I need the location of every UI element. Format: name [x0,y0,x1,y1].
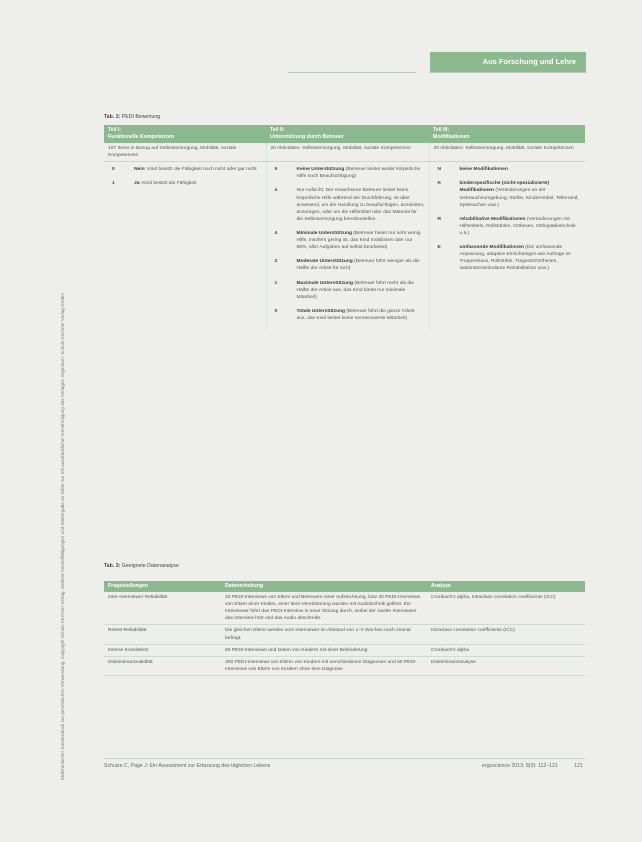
table2-cell: Inter-Interviewer Reliabilität [104,592,221,625]
scale-item: 4 Minimale Unterstützung (Betreuer bietet nur sehr wenig Hilfe, insofern gering ist, das Kind mobilisiert oder nur 68%, aller Aufgaben auf selbst bearbeitet) [274,231,421,251]
footer-citation: Schulze C, Page J: Ein Assessment zur Erfassung des täglichen Lebens [104,763,271,769]
table1-header-3: Teil III: Modifikationen [429,125,585,143]
scale-item: 0 Nein: Kind besitzt die Fähigkeit noch nicht oder gar nicht [112,167,257,173]
scale-item: 1 Ja: Kind besitzt die Fähigkeit [112,181,197,187]
table1-intro-1: 197 Items in Bezug auf Selbstversorgung, Mobilität, soziale Kompetenzen [104,143,266,162]
table2-cell: Cronbach's alpha, Intraclass correlation coefficients (ICC) [427,592,585,625]
table2-cell: Diskriminanzvalidität [104,656,221,675]
table1-col2 [266,162,429,331]
table2-cell: Cronbach's alpha [427,644,585,656]
header-rule [288,72,416,73]
table2-header-1: Fragestellungen [104,581,221,592]
scale-item: K kinderspezifische (nicht-spezialisierte) Modifikationen (Veränderungen an der Gebrauchsumgebung; Stühle, Kindermöbel, Tellerrand, Spielsachen usw.) [437,181,579,208]
table2-cell: Retest-Reliabilität [104,625,221,644]
section-header: Aus Forschung und Lehre [430,52,586,72]
scale-item: E umfassende Modifikationen (Die umfassende Anpassung, adaptive Einrichtungen wie Aufzüge im Treppenhaus, Rollstühle, Tragesitz/Orthesen, stationäre/ambulante Rehabilitation usw.) [437,245,571,272]
table1-col1 [104,162,266,331]
scale-item: 1 Maximale Unterstützung (Betreuer führt mehr als die Hälfte der Arbeit aus, das Kind bietet nur minimale Mitarbeit) [274,280,414,300]
table2-caption [104,563,179,569]
table1-caption-text: PEDI Bewertung [121,114,161,120]
table2-cell: Die gleichen Eltern werden vom Interviewer im Abstand von 1–2 Wochen noch einmal befragt. [221,625,427,644]
scale-item: R rehabilitative Modifikationen (Veränderungen mit Hilfsmitteln, Rollstühlen, Orthesen, Orthopädietechnik u.ä.) [437,216,576,237]
pedi-scoring-table [104,125,585,331]
table2-cell: 300 PEDI-Interviews von Eltern von Kindern mit verschiedenen Diagnosen und 60 PEDI-Interviews von Eltern von Kindern ohne eine Diagnose [221,656,427,675]
table1-header-2: Teil II: Unterstützung durch Betreuer [266,125,429,143]
table1-caption-label: Tab. 2: [104,114,121,120]
table-row [104,644,585,656]
page-number: 121 [574,763,583,769]
table2-cell: Diskriminanzanalyse [427,656,585,675]
table2-cell: 60 PEDI-Interviews und Daten von Kindern mit einer Behinderung [221,644,427,656]
table2-caption-label: Tab. 3: [104,563,121,569]
table2-cell: Interne Konsistenz [104,644,221,656]
table2-cell: Intraclass correlation coefficients (ICC) [427,625,585,644]
data-analysis-table [104,581,585,676]
scale-item: 2 Moderate Unterstützung (Betreuer führt weniger als die Hälfte der Arbeit für sich) [274,259,420,272]
table2-header-2: Datenerhebung [221,581,427,592]
table1-intro-3: 20 Aktivitäten: Selbstversorgung, Mobilität, soziale Kompetenzen [429,143,585,162]
header-rule-2 [430,72,586,73]
table1-header-1: Teil I: Funktionelle Kompetenzen [104,125,266,143]
copyright-sidebar: Elektronischer Sonderdruck zur persönlichen Verwendung. Copyright Schulz-Kirchner Verlag. Weitere Vervielfältigungen und Weitergabe an Dritte nur mit ausdrücklicher Genehmigung des Verlages. Eigentum: Schulz-Kirchner Verlag GmbH [60,293,65,780]
scale-item: 0 Totale Unterstützung (Betreuer führt die ganze Arbeit aus, das Kind leistet keine nennenswerte Mitarbeit) [274,308,415,321]
table-row [104,592,585,625]
table1-caption [104,114,160,120]
scale-item: 5 Keine Unterstützung (Betreuer leistet weder körperliche Hilfe noch Beaufsichtigung) [274,167,421,180]
scale-item: 4 Nur Aufsicht: Der erwachsene Betreuer leistet keine körperliche Hilfe während der Durchführung, ist aber anwesend, um die Handlung zu beaufsichtigen, anzuleiten, anzuregen, oder um die Hilfsmittel oder das Material für die Selbstversorgung bereitzustellen. [274,188,425,222]
table1-col3 [429,162,585,331]
table1-intro-2: 20 Aktivitäten: Selbstversorgung, Mobilität, soziale Kompetenzen [266,143,429,162]
footer-journal: ergoscience 2013; 8(3): 112–121 [482,763,558,769]
table-row [104,656,585,675]
footer-rule [104,758,585,759]
scale-item: N keine Modifikationen [437,167,508,173]
table2-caption-text: Geeignete Datenanalyse [121,563,179,569]
table2-header-3: Analyse [427,581,585,592]
table-row [104,625,585,644]
table2-cell: 20 PEDI-Interviews von Eltern und Betreuern einer Aufzeichnung, bzw 40 PEDI-Interviews von Eltern einer Kindes, einer Item-Vereinbarung wurden mit Audiotechnik gefilmt. Ein Interviewer führt das PEDI-Interview in einer Sitzung durch, wobei der zweite Interviewer das Interview hört und das Audio abschreibt. [221,592,427,625]
